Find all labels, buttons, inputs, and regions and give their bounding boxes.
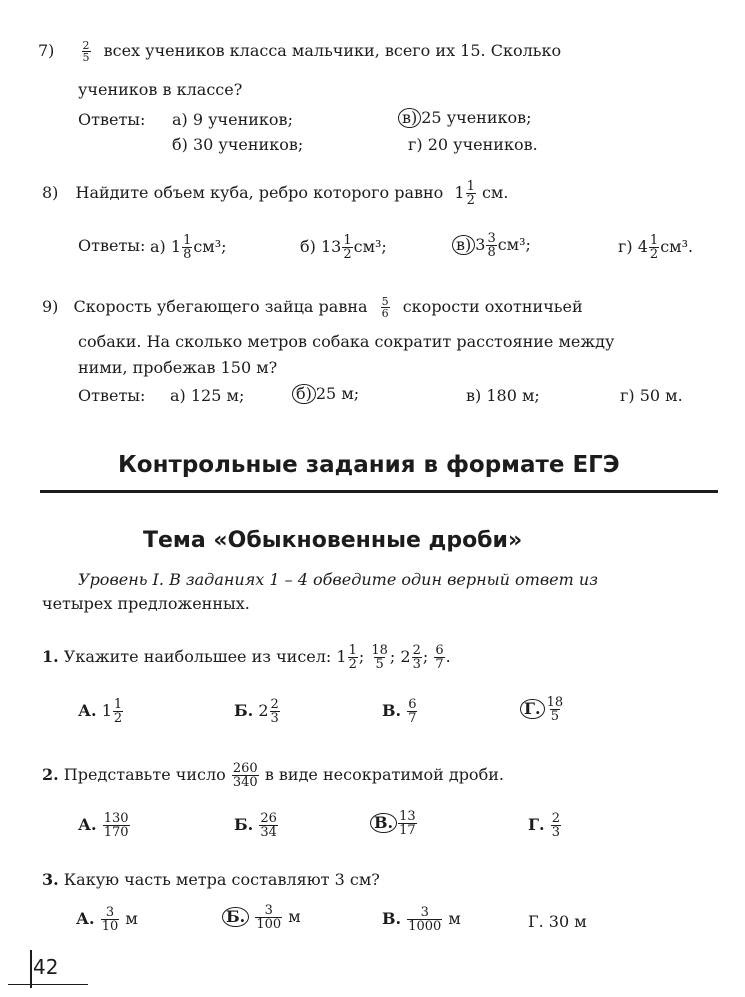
problem-8-number: 8) [42,183,59,202]
problem-9-answer-b: б) 25 м; [292,384,359,404]
question-3-option-a: А. $\frac{3}{10}$ м [76,905,138,934]
question-1-option-b: Б. 2 $\frac{2}{3}$ [234,697,279,726]
topic-heading: Тема «Обыкновенные дроби» [143,528,523,553]
problem-8-answer-g: г) 4 $\frac{1}{2}$ см³. [618,233,694,262]
question-1-number: 1. [42,647,59,666]
question-3-number: 3. [42,870,59,889]
page-number: 42 [33,955,59,979]
level-instructions-line-1: Уровень I. В заданиях 1 – 4 обведите один верный ответ из [78,570,598,589]
problem-7-answers-label: Ответы: [78,110,146,129]
question-3-option-v: В. $\frac{3}{1000}$ м [382,905,461,934]
problem-9-line-1: 9) Скорость убегающего зайца равна $\frac{5}{6}$ скорости охотничьей [42,295,583,320]
problem-7-line-1 [38,40,561,63]
question-2-option-g: Г. $\frac{2}{3}$ [528,811,560,840]
problem-7-number: 7) [38,41,55,60]
problem-9-line-2: собаки. На сколько метров собака сократит расстояние между [78,332,615,351]
problem-7-text: всех учеников класса мальчики, всего их 15. Сколько [103,41,562,60]
problem-8-answers-label: Ответы: [78,236,146,255]
question-1-option-g: Г. $\frac{18}{5}$ [520,696,565,723]
problem-9-answer-a: а) 125 м; [170,386,245,405]
problem-9-answer-v: в) 180 м; [466,386,540,405]
problem-7-line-2: учеников в классе? [78,80,243,99]
problem-8-answer-v: в) 3 $\frac{3}{8}$ см³; [452,232,531,259]
level-instructions-line-2: четырех предложенных. [42,594,250,613]
question-2-option-v: В. $\frac{13}{17}$ [370,810,418,837]
problem-7-answer-g: г) 20 учеников. [408,135,538,154]
problem-8-fraction: $\frac{1}{2}$ [466,179,475,208]
question-3-option-g: Г. 30 м [528,912,587,931]
question-2-line: 2. Представьте число $\frac{260}{340}$ в виде несократимой дроби. [42,761,504,790]
question-2-number: 2. [42,765,59,784]
problem-8-text: Найдите объем куба, ребро которого равно [75,183,444,202]
ege-heading: Контрольные задания в формате ЕГЭ [118,452,620,478]
question-2-option-b: Б. $\frac{26}{34}$ [234,811,277,840]
answer-circle: Б. [222,907,249,927]
answer-circle: В. [370,813,397,833]
problem-8-answer-b: б) 13 $\frac{1}{2}$ см³; [300,233,387,262]
problem-9-fraction: $\frac{5}{6}$ [381,295,389,320]
problem-9-answer-g: г) 50 м. [620,386,683,405]
question-3-line: 3. Какую часть метра составляют 3 см? [42,870,380,889]
problem-9-line-3: ними, пробежав 150 м? [78,358,278,377]
question-1-line: 1. Укажите наибольшее из чисел: 1 $\frac{1}{2}$ ; $\frac{18}{5}$ ; 2 $\frac{2}{3}$ ; $\frac{6}{7}$ . [42,643,451,672]
answer-circle: в) [398,108,421,128]
page-number-baseline [8,984,88,985]
answer-circle: Г. [520,699,545,719]
problem-7-answer-b: б) 30 учеников; [172,135,304,154]
question-1-option-a: А. 1 $\frac{1}{2}$ [78,697,123,726]
problem-7-fraction: $\frac{2}{5}$ [82,39,90,64]
question-1-option-v: В. $\frac{6}{7}$ [382,697,417,726]
problem-7-answer-v: в) 25 учеников; [398,108,532,128]
problem-9-number: 9) [42,297,59,316]
page-number-bar [30,950,32,988]
answer-circle: б) [292,384,316,404]
problem-8-answer-a: а) 1 $\frac{1}{8}$ см³; [150,233,227,262]
problem-9-answers-label: Ответы: [78,386,146,405]
divider-rule [40,490,718,493]
problem-8-line: 8) Найдите объем куба, ребро которого равно 1 $\frac{1}{2}$ см. [42,179,509,208]
problem-7-answer-a: а) 9 учеников; [172,110,293,129]
answer-circle: в) [452,235,475,255]
question-2-option-a: А. $\frac{130}{170}$ [78,811,129,840]
question-3-option-b: Б. $\frac{3}{100}$ м [222,904,301,931]
